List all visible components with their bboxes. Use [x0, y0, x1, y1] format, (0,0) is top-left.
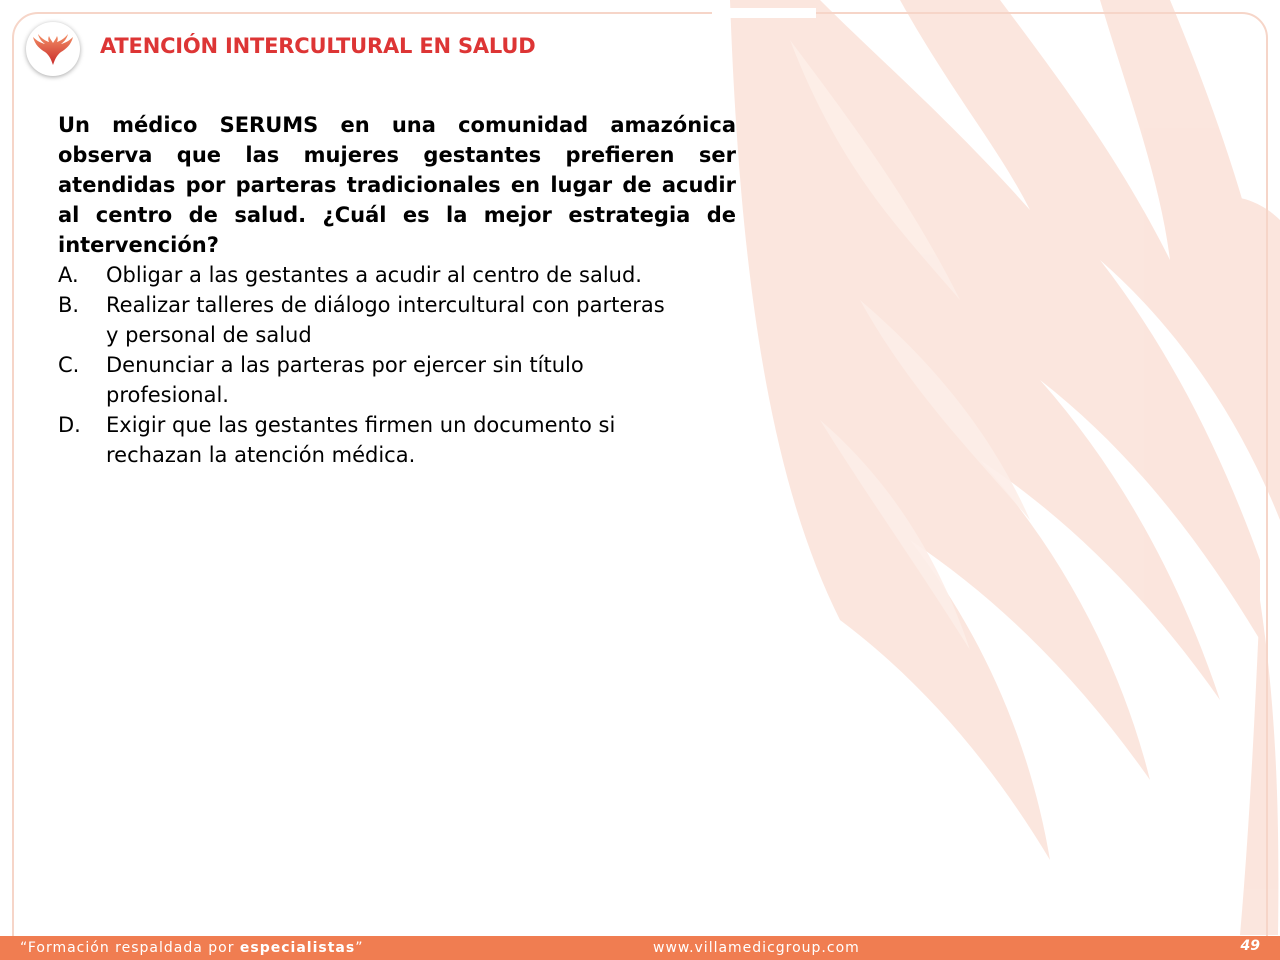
frame-gap — [712, 8, 816, 18]
option-text: Obligar a las gestantes a acudir al centro de salud. — [106, 263, 642, 287]
option-d — [58, 410, 758, 470]
answer-options — [58, 260, 758, 470]
slogan-bold: especialistas — [239, 940, 356, 956]
phoenix-logo-icon — [26, 22, 80, 76]
option-text: Exigir que las gestantes firmen un documento si rechazan la atención médica. — [106, 413, 616, 467]
footer-bar — [0, 936, 1280, 960]
option-letter: C. — [58, 353, 80, 377]
slogan-prefix: “Formación respaldada por — [20, 940, 240, 956]
option-a — [58, 260, 758, 290]
option-b — [58, 290, 758, 350]
slogan-suffix: ” — [355, 940, 364, 956]
footer-url[interactable]: www.villamedicgroup.com — [653, 940, 860, 956]
page-title: ATENCIÓN INTERCULTURAL EN SALUD — [100, 34, 536, 58]
phoenix-logo-glyph — [31, 31, 75, 67]
option-letter: A. — [58, 263, 79, 287]
option-text: Realizar talleres de diálogo intercultural con parteras y personal de salud — [106, 293, 665, 347]
question-text: Un médico SERUMS en una comunidad amazónica observa que las mujeres gestantes prefieren ser atendidas por parteras tradicionales en lugar de acudir al centro de salud. ¿Cuál es la mejor estrategia de intervención? — [58, 113, 736, 257]
option-letter: B. — [58, 293, 80, 317]
option-text: Denunciar a las parteras por ejercer sin título profesional. — [106, 353, 584, 407]
option-c — [58, 350, 758, 410]
page-number: 49 — [1240, 938, 1260, 954]
footer-slogan — [20, 940, 363, 956]
option-letter: D. — [58, 413, 81, 437]
